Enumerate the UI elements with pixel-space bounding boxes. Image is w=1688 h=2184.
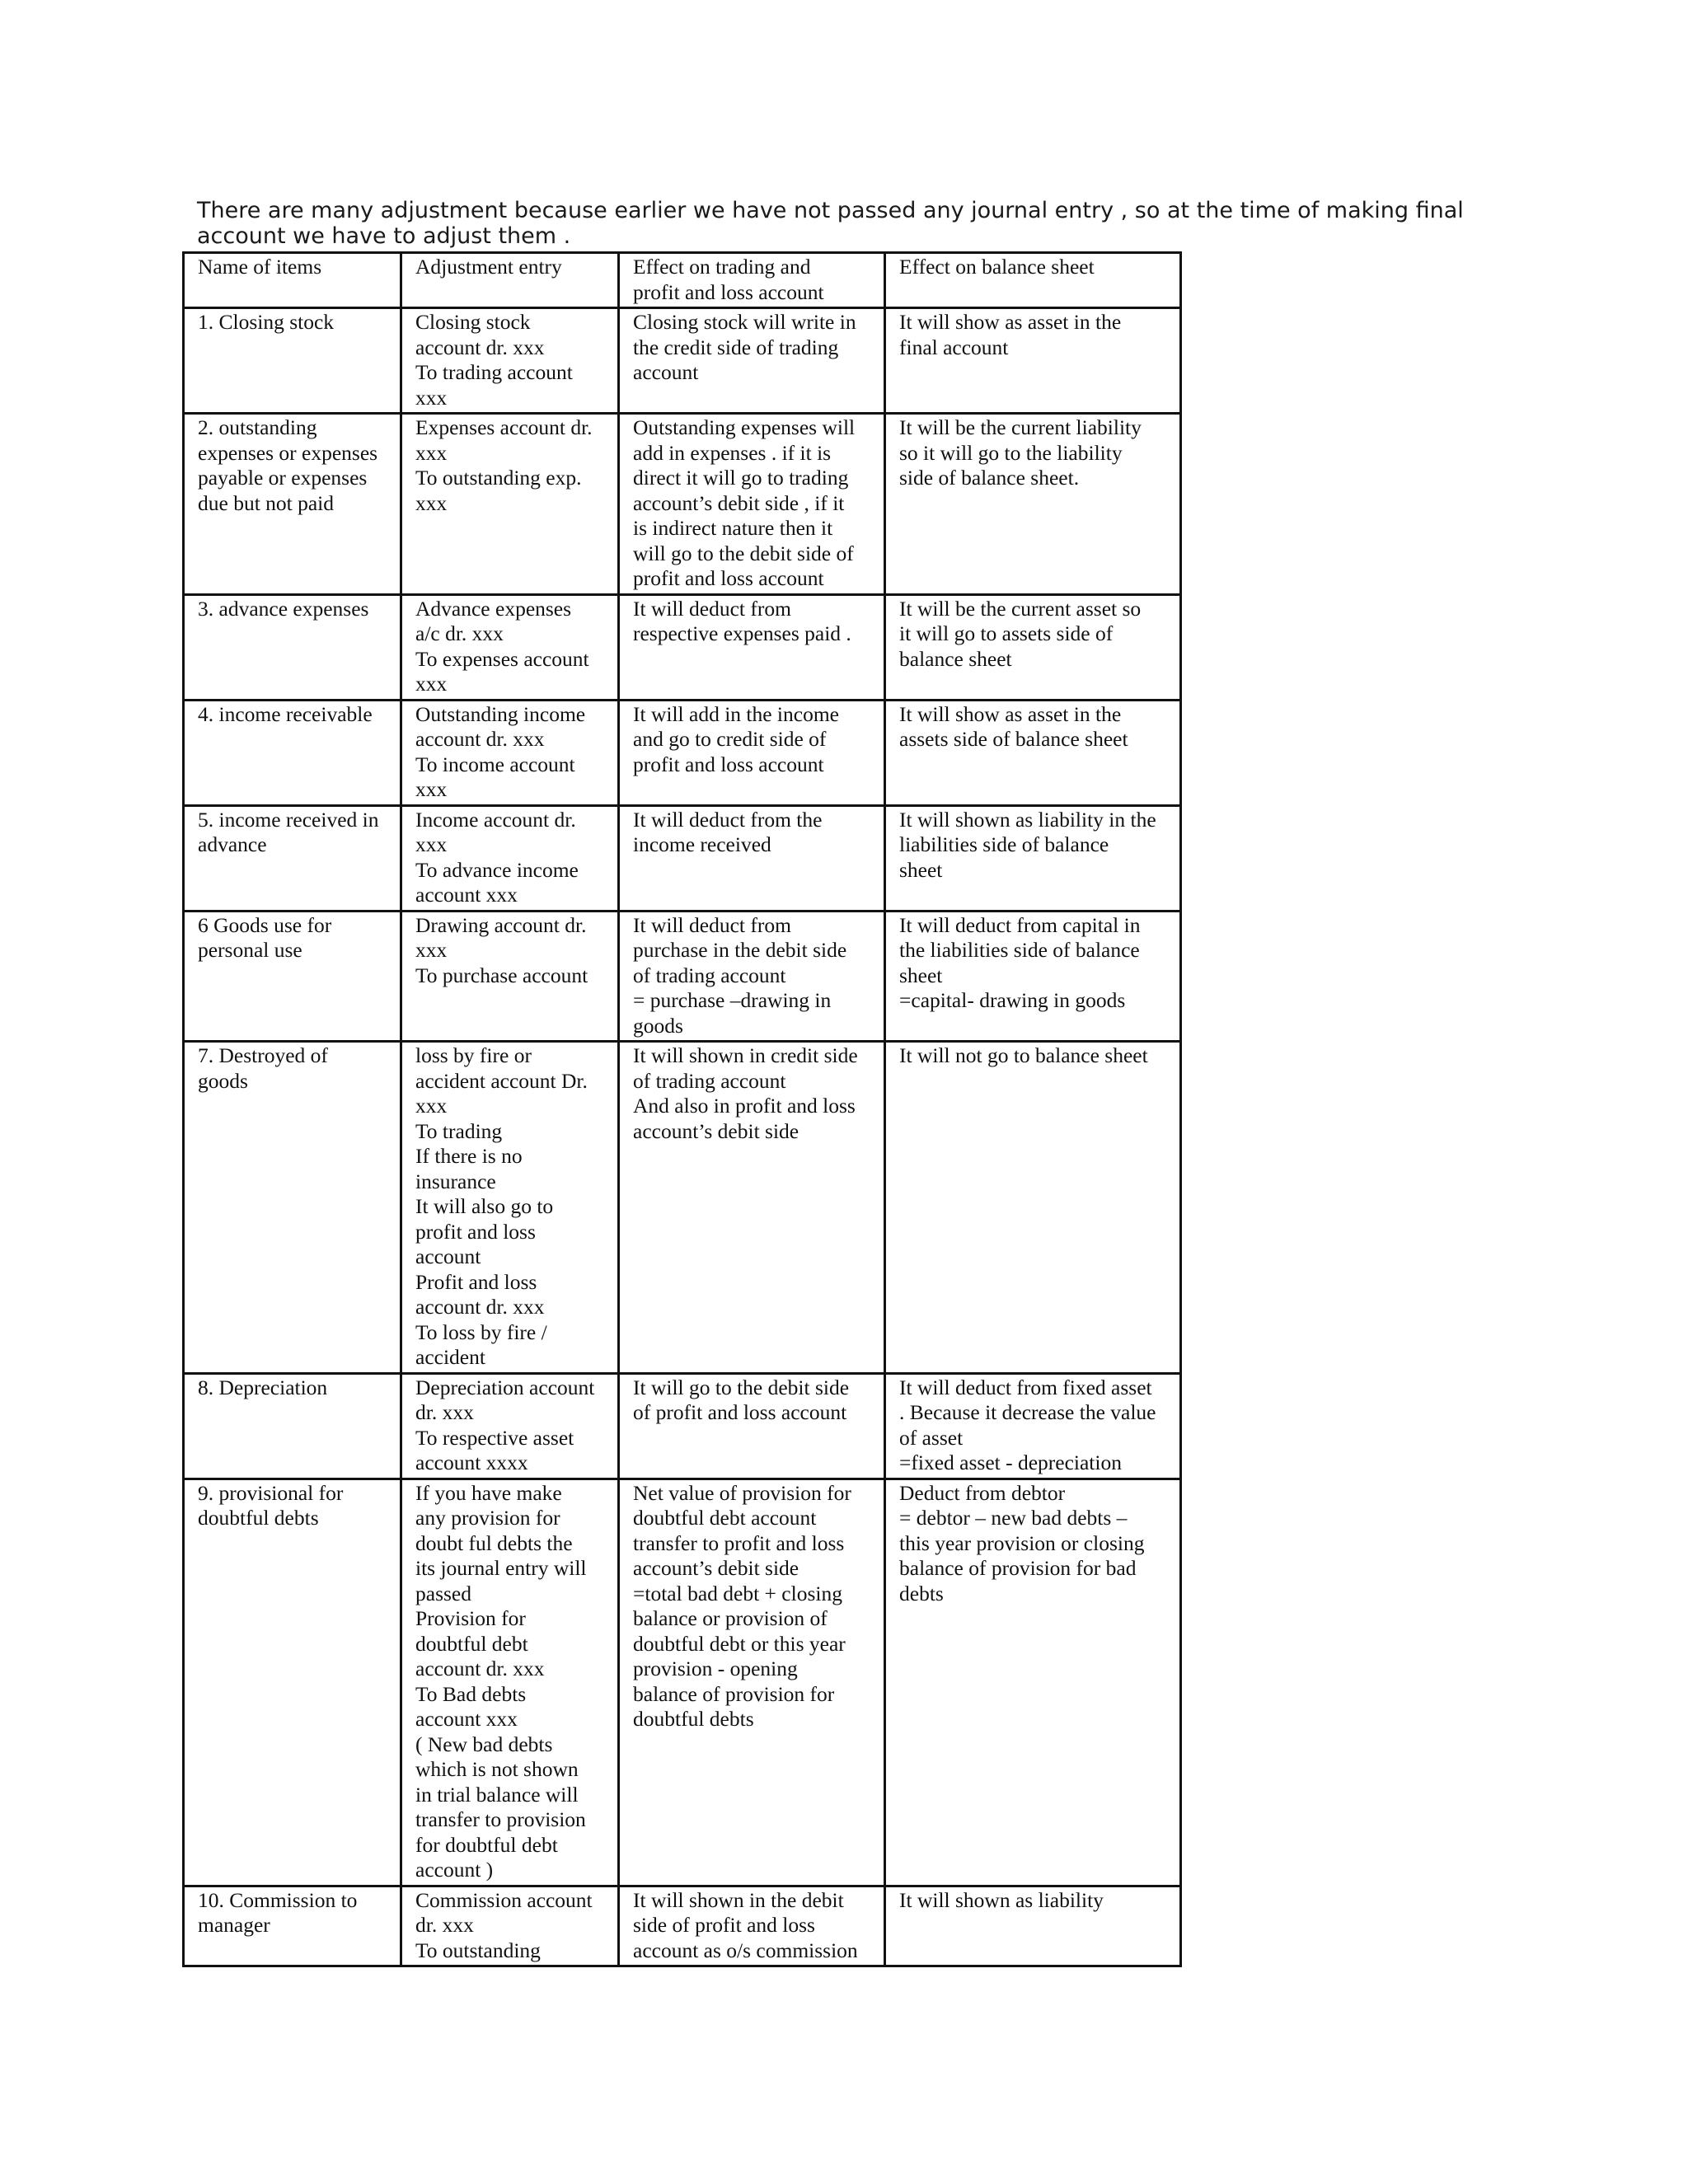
table-row [184, 1886, 1181, 1966]
cell-text-line: in trial balance will [415, 1782, 579, 1807]
cell-text-line: It will deduct from [633, 912, 791, 937]
table-row [184, 1479, 1181, 1886]
cell-text-line: . Because it decrease the value [899, 1400, 1156, 1424]
cell-text-line: To income account [415, 752, 575, 776]
cell-text-line: It will also go to [415, 1194, 554, 1218]
cell-text-line: expenses or expenses [198, 440, 378, 465]
balance-sheet-effect-cell [885, 414, 1181, 595]
cell-text-line: Net value of provision for [633, 1480, 851, 1505]
trading-effect-cell [619, 1042, 885, 1374]
cell-text-line: And also in profit and loss [633, 1094, 856, 1118]
cell-text-line: profit and loss account [633, 566, 824, 590]
cell-text-line: Income account dr. [415, 807, 576, 832]
cell-text-line: Advance expenses [415, 596, 572, 621]
cell-text-line: account dr. xxx [415, 1295, 545, 1319]
cell-text-line: 8. Depreciation [198, 1375, 328, 1399]
cell-text-line: xxx [415, 938, 448, 962]
cell-text-line: doubtful debt account [633, 1506, 817, 1530]
cell-text-line: transfer to profit and loss [633, 1530, 845, 1555]
cell-text-line: It will go to the debit side [633, 1375, 850, 1399]
cell-text-line: of profit and loss account [633, 1400, 847, 1424]
cell-text-line: it will go to assets side of [899, 621, 1114, 645]
trading-effect-cell [619, 911, 885, 1042]
cell-text-line: It will deduct from fixed asset [899, 1375, 1152, 1399]
cell-text-line: To outstanding exp. [415, 466, 582, 490]
cell-text-line: account ) [415, 1858, 494, 1882]
cell-text-line: It will not go to balance sheet [899, 1043, 1148, 1067]
cell-text-line: If there is no [415, 1144, 523, 1168]
balance-sheet-effect-cell [885, 1042, 1181, 1374]
cell-text-line: account’s debit side [633, 1118, 799, 1143]
header-text: Adjustment entry [415, 255, 562, 279]
cell-text-line: profit and loss account [633, 752, 824, 776]
cell-text-line: account [633, 360, 699, 384]
item-name-cell [184, 805, 401, 911]
cell-text-line: account dr. xxx [415, 335, 545, 359]
header-text: profit and loss account [633, 279, 824, 304]
cell-text-line: doubtful debt [415, 1631, 528, 1656]
cell-text-line: account dr. xxx [415, 1657, 545, 1680]
cell-text-line: It will shown as liability [899, 1887, 1104, 1912]
cell-text-line: dr. xxx [415, 1913, 474, 1937]
trading-effect-cell [619, 1886, 885, 1966]
item-name-cell [184, 1886, 401, 1966]
cell-text-line: It will show as asset in the [899, 701, 1122, 726]
header-text: Effect on trading and [633, 255, 811, 279]
cell-text-line: doubt ful debts the [415, 1530, 573, 1555]
table-row [184, 594, 1181, 700]
cell-text-line: passed [415, 1581, 471, 1605]
table-row [184, 911, 1181, 1042]
cell-text-line: xxx [415, 672, 448, 696]
cell-text-line: account dr. xxx [415, 727, 545, 751]
cell-text-line: To expenses account [415, 646, 589, 671]
cell-text-line: 6 Goods use for [198, 912, 332, 937]
cell-text-line: will go to the debit side of [633, 541, 854, 565]
trading-effect-cell [619, 308, 885, 414]
table-row [184, 700, 1181, 805]
cell-text-line: balance sheet [899, 646, 1012, 671]
cell-text-line: due but not paid [198, 490, 335, 515]
cell-text-line: = purchase –drawing in [633, 988, 832, 1012]
header-cell [401, 253, 619, 308]
cell-text-line: xxx [415, 490, 448, 515]
cell-text-line: It will be the current asset so [899, 596, 1142, 621]
cell-text-line: =fixed asset - depreciation [899, 1451, 1122, 1474]
cell-text-line: balance or provision of [633, 1606, 828, 1630]
adjustments-table-body [184, 253, 1181, 1966]
cell-text-line: To respective asset [415, 1425, 574, 1450]
item-name-cell [184, 911, 401, 1042]
cell-text-line: ( New bad debts [415, 1732, 553, 1756]
cell-text-line: direct it will go to trading [633, 466, 849, 490]
table-row [184, 1373, 1181, 1479]
cell-text-line: balance of provision for bad [899, 1556, 1137, 1580]
cell-text-line: goods [633, 1013, 683, 1038]
cell-text-line: payable or expenses [198, 466, 368, 490]
cell-text-line: If you have make [415, 1480, 562, 1505]
cell-text-line: loss by fire or [415, 1043, 532, 1067]
trading-effect-cell [619, 594, 885, 700]
trading-effect-cell [619, 700, 885, 805]
cell-text-line: It will shown in the debit [633, 1887, 844, 1912]
cell-text-line: It will add in the income [633, 701, 839, 726]
cell-text-line: accident account Dr. [415, 1068, 588, 1093]
cell-text-line: Closing stock [415, 310, 531, 334]
cell-text-line: 10. Commission to [198, 1887, 358, 1912]
cell-text-line: this year provision or closing [899, 1530, 1145, 1555]
cell-text-line: Commission account [415, 1887, 593, 1912]
cell-text-line: Outstanding expenses will [633, 415, 856, 439]
balance-sheet-effect-cell [885, 911, 1181, 1042]
trading-effect-cell [619, 1479, 885, 1886]
balance-sheet-effect-cell [885, 700, 1181, 805]
item-name-cell [184, 1479, 401, 1886]
cell-text-line: purchase in the debit side [633, 938, 847, 962]
header-text: Name of items [198, 255, 322, 279]
cell-text-line: 4. income receivable [198, 701, 373, 726]
cell-text-line: doubtful debts [633, 1707, 754, 1731]
cell-text-line: Closing stock will write in [633, 310, 856, 334]
trading-effect-cell [619, 805, 885, 911]
cell-text-line: account as o/s commission [633, 1938, 858, 1962]
cell-text-line: balance of provision for [633, 1681, 835, 1706]
header-cell [619, 253, 885, 308]
cell-text-line: advance [198, 832, 267, 856]
cell-text-line: Expenses account dr. [415, 415, 593, 439]
cell-text-line: Provision for [415, 1606, 526, 1630]
item-name-cell [184, 1373, 401, 1479]
balance-sheet-effect-cell [885, 1886, 1181, 1966]
cell-text-line: sheet [899, 963, 943, 987]
cell-text-line: account xxx [415, 883, 518, 907]
cell-text-line: the credit side of trading [633, 335, 839, 359]
adjustment-entry-cell [401, 414, 619, 595]
cell-text-line: 3. advance expenses [198, 596, 369, 621]
cell-text-line: the liabilities side of balance [899, 938, 1140, 962]
cell-text-line: =total bad debt + closing [633, 1581, 842, 1605]
cell-text-line: Profit and loss [415, 1269, 537, 1294]
cell-text-line: To trading account [415, 360, 573, 384]
cell-text-line: account [415, 1244, 481, 1268]
trading-effect-cell [619, 1373, 885, 1479]
cell-text-line: 1. Closing stock [198, 310, 335, 334]
cell-text-line: It will deduct from the [633, 807, 823, 832]
cell-text-line: Depreciation account [415, 1375, 595, 1399]
cell-text-line: xxx [415, 440, 448, 465]
balance-sheet-effect-cell [885, 308, 1181, 414]
item-name-cell [184, 594, 401, 700]
item-name-cell [184, 308, 401, 414]
cell-text-line: account xxx [415, 1707, 518, 1731]
cell-text-line: dr. xxx [415, 1400, 474, 1424]
cell-text-line: liabilities side of balance [899, 832, 1109, 856]
cell-text-line: xxx [415, 385, 448, 410]
adjustment-entry-cell [401, 594, 619, 700]
balance-sheet-effect-cell [885, 1373, 1181, 1479]
adjustment-entry-cell [401, 1886, 619, 1966]
cell-text-line: =capital- drawing in goods [899, 988, 1126, 1012]
header-cell [184, 253, 401, 308]
cell-text-line: It will deduct from [633, 596, 791, 621]
cell-text-line: Outstanding income [415, 701, 586, 726]
cell-text-line: assets side of balance sheet [899, 727, 1128, 751]
item-name-cell [184, 1042, 401, 1374]
cell-text-line: It will deduct from capital in [899, 912, 1141, 937]
adjustment-entry-cell [401, 805, 619, 911]
cell-text-line: provision - opening [633, 1657, 798, 1680]
cell-text-line: for doubtful debt [415, 1832, 558, 1857]
cell-text-line: goods [198, 1068, 248, 1093]
adjustment-entry-cell [401, 700, 619, 805]
adjustment-entry-cell [401, 1479, 619, 1886]
cell-text-line: of asset [899, 1425, 964, 1450]
cell-text-line: personal use [198, 938, 302, 962]
adjustment-entry-cell [401, 308, 619, 414]
cell-text-line: accident [415, 1345, 485, 1369]
cell-text-line: To loss by fire / [415, 1319, 547, 1344]
intro-line: account we have to adjust them . [197, 223, 571, 249]
table-header-row [184, 253, 1181, 308]
cell-text-line: It will shown in credit side [633, 1043, 858, 1067]
cell-text-line: xxx [415, 777, 448, 801]
cell-text-line: 2. outstanding [198, 415, 317, 439]
cell-text-line: It will be the current liability [899, 415, 1142, 439]
cell-text-line: To outstanding [415, 1938, 541, 1962]
cell-text-line: respective expenses paid . [633, 621, 851, 645]
intro-line: There are many adjustment because earlier we have not passed any journal entry , so at the time of making final [197, 198, 1464, 223]
cell-text-line: To purchase account [415, 963, 588, 987]
cell-text-line: Deduct from debtor [899, 1480, 1066, 1505]
cell-text-line: xxx [415, 832, 448, 856]
cell-text-line: which is not shown [415, 1757, 579, 1781]
table-row [184, 308, 1181, 414]
balance-sheet-effect-cell [885, 594, 1181, 700]
cell-text-line: account xxxx [415, 1451, 528, 1474]
table-row [184, 414, 1181, 595]
cell-text-line: 7. Destroyed of [198, 1043, 328, 1067]
cell-text-line: To trading [415, 1118, 503, 1143]
cell-text-line: To Bad debts [415, 1681, 527, 1706]
cell-text-line: side of profit and loss [633, 1913, 815, 1937]
cell-text-line: profit and loss [415, 1219, 536, 1244]
item-name-cell [184, 700, 401, 805]
cell-text-line: It will shown as liability in the [899, 807, 1156, 832]
cell-text-line: account’s debit side , if it [633, 490, 845, 515]
cell-text-line: any provision for [415, 1506, 560, 1530]
cell-text-line: side of balance sheet. [899, 466, 1080, 490]
cell-text-line: doubtful debts [198, 1506, 319, 1530]
adjustments-table [182, 251, 1182, 1967]
cell-text-line: its journal entry will [415, 1556, 587, 1580]
cell-text-line: insurance [415, 1169, 496, 1193]
cell-text-line: final account [899, 335, 1009, 359]
cell-text-line: and go to credit side of [633, 727, 827, 751]
header-text: Effect on balance sheet [899, 255, 1095, 279]
item-name-cell [184, 414, 401, 595]
cell-text-line: It will show as asset in the [899, 310, 1122, 334]
cell-text-line: add in expenses . if it is [633, 440, 832, 465]
cell-text-line: income received [633, 832, 771, 856]
cell-text-line: xxx [415, 1094, 448, 1118]
cell-text-line: debts [899, 1581, 944, 1605]
cell-text-line: sheet [899, 857, 943, 882]
adjustment-entry-cell [401, 911, 619, 1042]
cell-text-line: transfer to provision [415, 1807, 586, 1831]
cell-text-line: of trading account [633, 1068, 786, 1093]
cell-text-line: To advance income [415, 857, 579, 882]
intro-paragraph [197, 198, 1483, 249]
table-row [184, 805, 1181, 911]
cell-text-line: manager [198, 1913, 270, 1937]
table-row [184, 1042, 1181, 1374]
balance-sheet-effect-cell [885, 805, 1181, 911]
cell-text-line: 9. provisional for [198, 1480, 344, 1505]
cell-text-line: is indirect nature then it [633, 516, 833, 540]
cell-text-line: doubtful debt or this year [633, 1631, 846, 1656]
cell-text-line: Drawing account dr. [415, 912, 587, 937]
balance-sheet-effect-cell [885, 1479, 1181, 1886]
cell-text-line: = debtor – new bad debts – [899, 1506, 1128, 1530]
adjustment-entry-cell [401, 1042, 619, 1374]
cell-text-line: so it will go to the liability [899, 440, 1123, 465]
header-cell [885, 253, 1181, 308]
trading-effect-cell [619, 414, 885, 595]
cell-text-line: account’s debit side [633, 1556, 799, 1580]
adjustment-entry-cell [401, 1373, 619, 1479]
cell-text-line: of trading account [633, 963, 786, 987]
cell-text-line: 5. income received in [198, 807, 379, 832]
cell-text-line: a/c dr. xxx [415, 621, 504, 645]
